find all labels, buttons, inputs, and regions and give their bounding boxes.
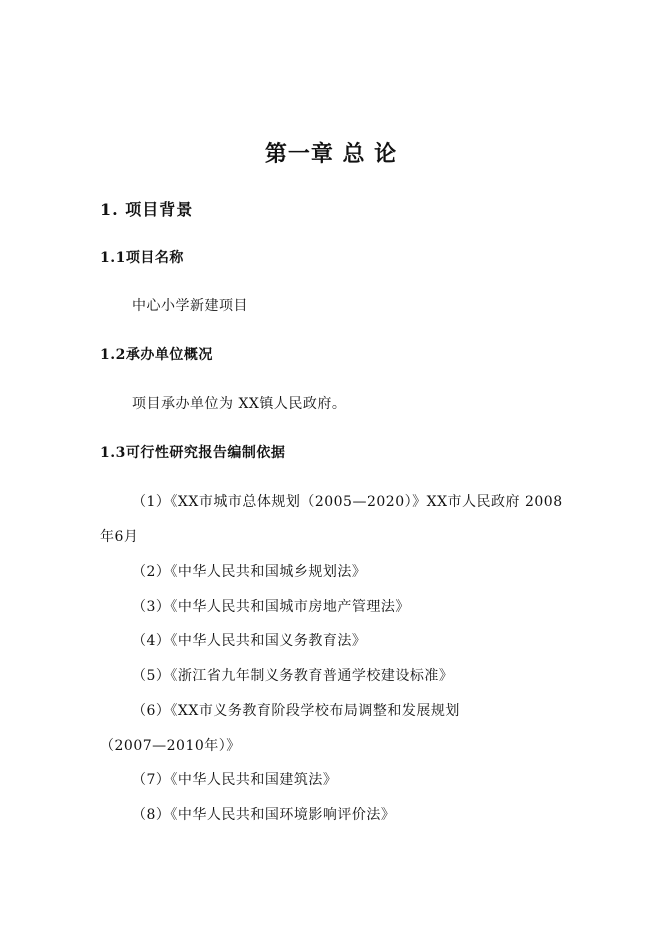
basis-item-4: （4）《中华人民共和国义务教育法》 [132, 633, 367, 649]
basis-item-3: （3）《中华人民共和国城市房地产管理法》 [132, 599, 410, 615]
basis-item-1-continued: 年6月 [100, 529, 139, 545]
basis-item-6-continued: （2007—2010年）》 [100, 738, 241, 754]
basis-item-7: （7）《中华人民共和国建筑法》 [132, 772, 338, 788]
chapter-title: 第一章 总 论 [264, 141, 398, 167]
section-heading-project-background: 1. 项目背景 [100, 200, 194, 219]
basis-item-2: （2）《中华人民共和国城乡规划法》 [132, 564, 367, 580]
subsection-heading-basis: 1.3可行性研究报告编制依据 [100, 445, 286, 461]
subsection-heading-project-name: 1.1项目名称 [100, 250, 184, 266]
basis-item-5: （5）《浙江省九年制义务教育普通学校建设标准》 [132, 668, 454, 684]
sponsor-text: 项目承办单位为 XX镇人民政府。 [132, 396, 347, 412]
basis-item-1: （1）《XX市城市总体规划（2005—2020）》XX市人民政府 2008 [132, 494, 563, 510]
basis-item-6: （6）《XX市义务教育阶段学校布局调整和发展规划 [132, 703, 460, 719]
project-name-text: 中心小学新建项目 [132, 298, 248, 314]
basis-item-8: （8）《中华人民共和国环境影响评价法》 [132, 807, 396, 823]
subsection-heading-sponsor-overview: 1.2承办单位概况 [100, 347, 213, 363]
